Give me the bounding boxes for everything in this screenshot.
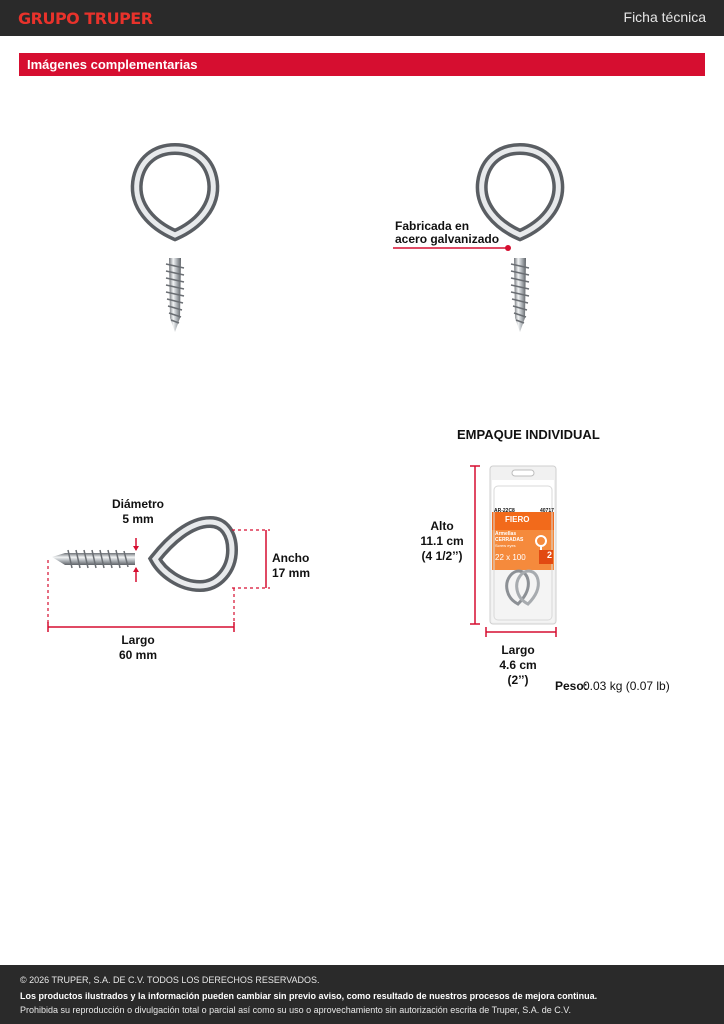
footer-prohibition: Prohibida su reproducción o divulgación total o parcial así como su uso o aprovechamiento sin autorización escrita de Truper, S.A. de C.V. xyxy=(20,1005,571,1015)
width-label: Ancho xyxy=(272,551,310,565)
screw-eye-dimensions-image xyxy=(40,510,280,640)
screw-thread xyxy=(166,258,184,332)
weight-value: 0.03 kg (0.07 lb) xyxy=(583,679,670,693)
package-height-cm: 11.1 cm xyxy=(420,534,464,548)
package-length-label: Largo xyxy=(501,643,535,657)
document-type: Ficha técnica xyxy=(623,9,706,25)
card-sku: 40717 xyxy=(540,508,554,514)
length-label: Largo xyxy=(121,633,155,647)
brand-logo: GRUPO TRUPER xyxy=(18,9,153,28)
card-size: 22 x 100 xyxy=(495,553,526,562)
eye-loop xyxy=(137,149,214,235)
package-length-in: (2’’) xyxy=(507,673,529,687)
diameter-label: Diámetro xyxy=(111,497,164,511)
weight-label: Peso: xyxy=(555,679,588,693)
header-bar xyxy=(0,0,724,36)
card-name-1: Armellas xyxy=(495,531,517,537)
length-value: 60 mm xyxy=(118,648,158,662)
package-title: EMPAQUE INDIVIDUAL xyxy=(457,427,600,442)
width-value: 17 mm xyxy=(272,566,311,580)
package-image xyxy=(468,462,568,642)
screw-eye-front-image xyxy=(120,140,230,340)
footer-copyright: © 2026 TRUPER, S.A. DE C.V. TODOS LOS DERECHOS RESERVADOS. xyxy=(20,975,320,985)
card-name-3: Screw eyes xyxy=(495,543,516,548)
card-quantity: 2 xyxy=(547,550,553,560)
diameter-value: 5 mm xyxy=(122,512,154,526)
footer-notice: Los productos ilustrados y la información pueden cambiar sin previo aviso, como resultado de nuestros procesos de mejora continua. xyxy=(20,991,598,1001)
card-code: AR-22C8 xyxy=(494,508,515,514)
card-brand: FIERO xyxy=(505,515,530,524)
package-height-in: (4 1/2’’) xyxy=(421,549,463,563)
footer-bar xyxy=(0,965,724,1024)
material-label-line2: acero galvanizado xyxy=(395,232,500,246)
section-title: Imágenes complementarias xyxy=(27,57,198,72)
package-length-cm: 4.6 cm xyxy=(499,658,537,672)
package-height-label: Alto xyxy=(430,519,454,533)
card-name-2: CERRADAS xyxy=(495,537,524,543)
material-label-line1: Fabricada en xyxy=(395,219,470,233)
section-header xyxy=(19,53,705,76)
